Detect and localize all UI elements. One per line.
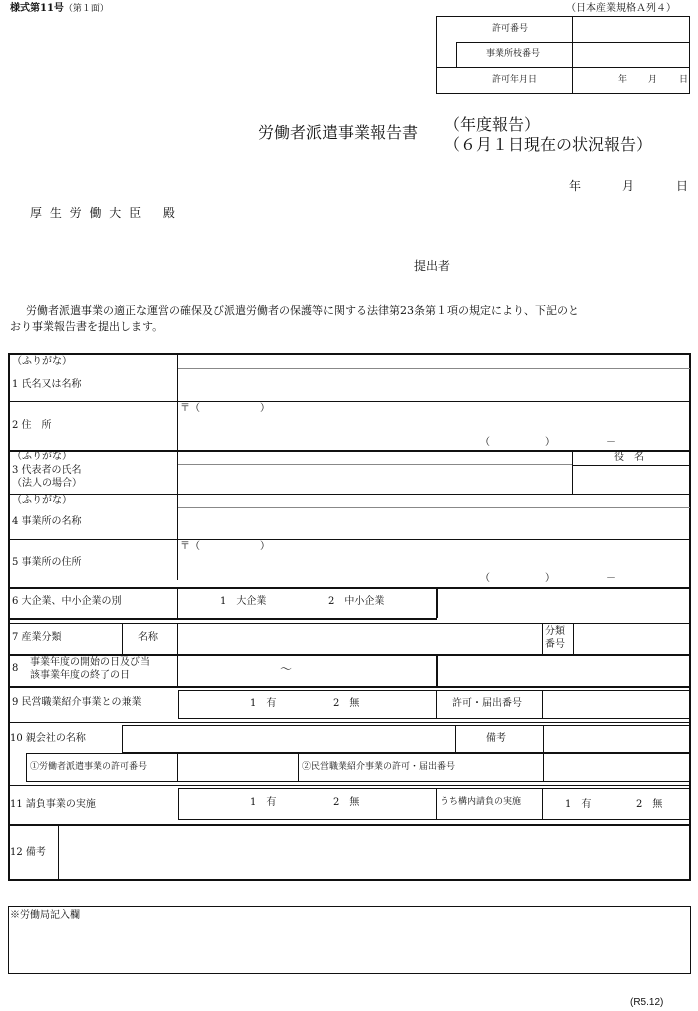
intro-line-1: 労働者派遣事業の適正な運営の確保及び派遣労働者の保護等に関する法律第23条第１項の規定により、下記のと (26, 304, 579, 317)
office-branch-number-field[interactable] (573, 43, 689, 67)
row-11-yes[interactable]: 1 有 (250, 797, 277, 808)
phone-dash-5: － (606, 573, 616, 584)
parent-placement-permit-label: ②民営職業紹介事業の許可・届出番号 (302, 762, 456, 772)
parent-dispatch-permit-field[interactable] (179, 755, 297, 781)
row-3-sublabel: （法人の場合） (12, 478, 82, 489)
row-11-label: 11 請負事業の実施 (10, 799, 96, 810)
permit-date-month: 月 (648, 75, 658, 85)
parent-dispatch-permit-label: ①労働者派遣事業の許可番号 (30, 762, 148, 772)
row-4-label: 4 事業所の名称 (12, 516, 82, 527)
row-6-label: 6 大企業、中小企業の別 (12, 596, 122, 607)
row-9-permit-label: 許可・届出番号 (452, 698, 522, 709)
row-9-yes[interactable]: 1 有 (250, 698, 277, 709)
postal-code-5: 〒（ ） (180, 541, 270, 552)
bureau-field-label: ※労働局記入欄 (10, 910, 80, 921)
class-number-label-1: 分類 (545, 626, 565, 637)
parent-name-field[interactable] (124, 727, 454, 752)
fiscal-period-field[interactable] (179, 657, 435, 685)
phone-open-5: （ (480, 573, 490, 584)
sme-option[interactable]: 2 中小企業 (328, 596, 385, 607)
position-field[interactable] (574, 467, 689, 493)
row-8-label-1: 事業年度の開始の日及び当 (30, 657, 150, 668)
title-june: （６月１日現在の状況報告） (444, 135, 653, 154)
permit-number-field[interactable] (573, 17, 689, 42)
phone-dash-2: － (606, 437, 616, 448)
address-field[interactable] (179, 418, 689, 436)
row-8-label-2: 該事業年度の終了の日 (30, 670, 130, 681)
permit-date-label: 許可年月日 (492, 75, 538, 85)
permit-date-year: 年 (618, 75, 628, 85)
row-11-onsite-no[interactable]: 2 無 (636, 799, 663, 810)
row-9-options (178, 690, 437, 719)
office-address-field[interactable] (179, 555, 689, 573)
submitter-label: 提出者 (414, 259, 451, 273)
revision-label: (R5.12) (630, 997, 664, 1008)
standard-label: （日本産業規格Ａ列４） (566, 3, 676, 14)
bureau-field (8, 906, 691, 974)
furigana-label-4: （ふりがな） (12, 495, 72, 506)
row-3-label: 3 代表者の氏名 (12, 465, 82, 476)
parent-placement-permit-field[interactable] (545, 755, 689, 781)
fiscal-period-tilde: ～ (280, 662, 293, 676)
row-11-no[interactable]: 2 無 (333, 797, 360, 808)
position-label: 役 名 (614, 452, 644, 463)
date-month: 月 (622, 179, 635, 193)
industry-name-field[interactable] (179, 625, 541, 654)
large-company-option[interactable]: 1 大企業 (220, 596, 267, 607)
row-10-note-field[interactable] (545, 727, 689, 752)
name-furigana-field[interactable] (179, 355, 689, 367)
furigana-label-3: （ふりがな） (12, 451, 72, 462)
phone-close-2: ） (545, 437, 555, 448)
row-2-label: 2 住 所 (12, 420, 52, 431)
date-day: 日 (676, 179, 689, 193)
industry-name-label: 名称 (138, 632, 158, 643)
row-1-label: 1 氏名又は名称 (12, 379, 82, 390)
row-11-onsite-yes[interactable]: 1 有 (565, 799, 592, 810)
intro-line-2: おり事業報告書を提出します。 (10, 320, 164, 333)
row-9-no[interactable]: 2 無 (333, 698, 360, 709)
page-title: 労働者派遣事業報告書 (258, 123, 419, 142)
row-11-onsite-label: うち構内請負の実施 (440, 797, 522, 807)
remarks-field[interactable] (60, 827, 689, 879)
office-branch-number-label: 事業所枝番号 (486, 49, 541, 59)
class-number-field[interactable] (575, 625, 689, 654)
row-10-note-label: 備考 (486, 733, 506, 744)
permit-date-day: 日 (679, 75, 689, 85)
office-name-field[interactable] (179, 509, 689, 538)
row-8-number: 8 (12, 663, 19, 674)
class-number-label-2: 番号 (545, 639, 565, 650)
row-9-label: 9 民営職業紹介事業との兼業 (12, 697, 142, 708)
representative-field[interactable] (179, 466, 571, 493)
row-12-label: 12 備考 (10, 847, 46, 858)
postal-code-2: 〒（ ） (180, 403, 270, 414)
furigana-label-1: （ふりがな） (12, 356, 72, 367)
form-id: 様式第11号（第１面） (10, 3, 109, 14)
addressee: 厚 生 労 働 大 臣 殿 (30, 206, 177, 220)
permit-number-label: 許可番号 (492, 24, 529, 34)
name-field[interactable] (179, 370, 689, 400)
row-7-label: 7 産業分類 (12, 632, 62, 643)
phone-close-5: ） (545, 573, 555, 584)
date-year: 年 (569, 179, 582, 193)
phone-open-2: （ (480, 437, 490, 448)
row-5-label: 5 事業所の住所 (12, 557, 82, 568)
row-9-permit-field[interactable] (544, 692, 689, 718)
row-10-label: 10 親会社の名称 (10, 733, 86, 744)
title-annual: （年度報告） (444, 115, 541, 134)
